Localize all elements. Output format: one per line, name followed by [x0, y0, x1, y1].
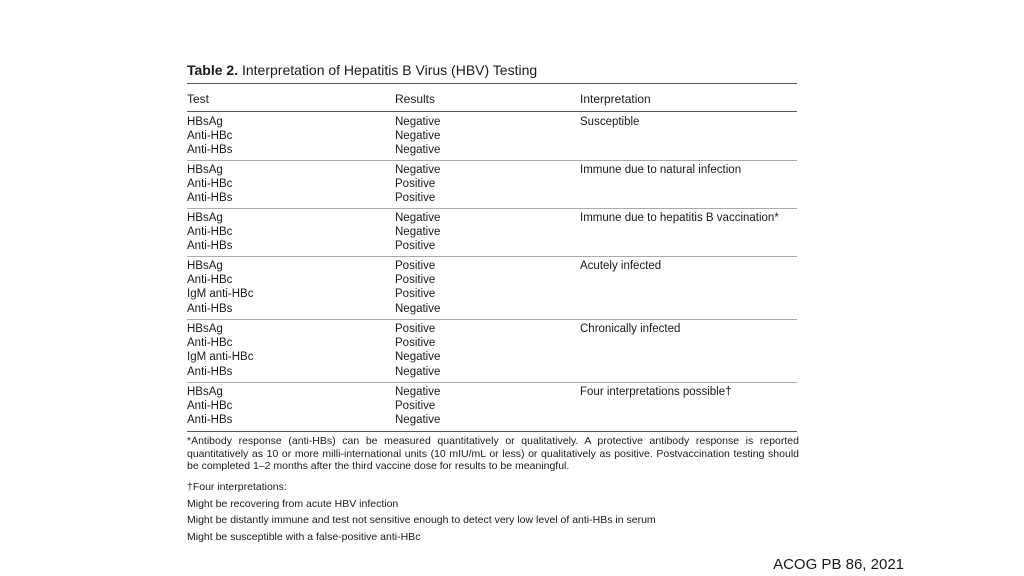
header-results: Results — [395, 92, 436, 106]
test-cell — [187, 322, 253, 379]
test-cell-line: HBsAg — [187, 116, 223, 128]
interpretation-cell: Acutely infected — [580, 260, 662, 272]
result-cell-line: Negative — [395, 414, 441, 427]
footnote-dagger-line: Might be susceptible with a false-positive anti-HBc — [187, 530, 421, 543]
test-cell — [187, 115, 232, 158]
test-cell-line: HBsAg — [187, 386, 223, 398]
table-caption: Interpretation of Hepatitis B Virus (HBV) Testing — [241, 62, 538, 78]
test-cell-line: Anti-HBc — [187, 274, 233, 287]
test-cell-line: HBsAg — [187, 164, 223, 176]
result-cell-line: Positive — [395, 192, 436, 205]
test-cell — [187, 211, 232, 254]
result-cell-line: Positive — [395, 288, 436, 301]
test-cell-line: Anti-HBs — [187, 144, 233, 157]
result-cell-line: Negative — [395, 164, 441, 176]
result-cell-line: Positive — [395, 240, 436, 253]
test-cell-line: HBsAg — [187, 323, 223, 335]
footnote-dagger-line: †Four interpretations: — [187, 481, 287, 493]
interpretation-cell: Chronically infected — [580, 323, 681, 335]
result-cell-line: Negative — [395, 302, 441, 315]
result-cell — [395, 259, 440, 316]
result-cell-line: Positive — [395, 178, 436, 191]
result-cell — [395, 211, 440, 254]
test-cell-line: Anti-HBc — [187, 178, 233, 191]
result-cell-line: Negative — [395, 212, 441, 224]
result-cell-line: Negative — [395, 144, 441, 157]
test-cell — [187, 385, 232, 428]
test-cell-line: IgM anti-HBc — [187, 288, 254, 301]
test-cell-line: Anti-HBs — [187, 302, 233, 315]
test-cell-line: HBsAg — [187, 212, 223, 224]
result-cell-line: Negative — [395, 365, 441, 378]
interpretation-cell: Immune due to natural infection — [580, 164, 742, 176]
test-cell-line: Anti-HBs — [187, 240, 233, 253]
table-top-rule — [187, 83, 797, 84]
result-cell — [395, 163, 440, 206]
footnote-dagger-line: Might be recovering from acute HBV infection — [187, 497, 399, 510]
result-cell-line: Negative — [395, 116, 441, 128]
result-cell-line: Positive — [395, 323, 436, 335]
test-cell — [187, 163, 232, 206]
test-cell-line: Anti-HBc — [187, 400, 233, 413]
interpretation-cell: Four interpretations possible† — [580, 386, 732, 398]
test-cell-line: Anti-HBc — [187, 226, 233, 239]
test-cell-line: Anti-HBs — [187, 365, 233, 378]
interpretation-cell: Susceptible — [580, 116, 640, 128]
result-cell-line: Positive — [395, 274, 436, 287]
test-cell-line: Anti-HBs — [187, 414, 233, 427]
row-separator — [187, 208, 797, 209]
result-cell-line: Positive — [395, 400, 436, 413]
table-number: Table 2. — [187, 62, 239, 78]
footnote-dagger-line: Might be distantly immune and test not sensitive enough to detect very low level of anti-HBs in serum — [187, 514, 656, 526]
header-test: Test — [187, 92, 210, 106]
row-separator — [187, 319, 797, 320]
interpretation-cell: Immune due to hepatitis B vaccination* — [580, 212, 779, 224]
result-cell-line: Negative — [395, 226, 441, 239]
test-cell-line: IgM anti-HBc — [187, 351, 254, 364]
table-header-rule — [187, 111, 797, 112]
result-cell-line: Positive — [395, 260, 436, 272]
row-separator — [187, 160, 797, 161]
header-interpretation: Interpretation — [580, 92, 651, 106]
result-cell-line: Negative — [395, 130, 441, 143]
result-cell — [395, 385, 440, 428]
table-bottom-rule — [187, 431, 797, 432]
citation: ACOG PB 86, 2021 — [773, 556, 904, 573]
result-cell-line: Positive — [395, 337, 436, 350]
test-cell-line: Anti-HBc — [187, 337, 233, 350]
result-cell-line: Negative — [395, 386, 441, 398]
table-title — [187, 62, 537, 78]
result-cell — [395, 322, 440, 379]
row-separator — [187, 382, 797, 383]
test-cell-line: Anti-HBs — [187, 192, 233, 205]
test-cell — [187, 259, 253, 316]
footnote-dagger — [187, 479, 799, 545]
test-cell-line: HBsAg — [187, 260, 223, 272]
result-cell-line: Negative — [395, 351, 441, 364]
test-cell-line: Anti-HBc — [187, 130, 233, 143]
footnote-asterisk: *Antibody response (anti-HBs) can be measured quantitatively or qualitatively. A protective antibody response is reported quantitatively as 10 or more milli-international units (10 mIU/mL or less) or qualitatively as positive. Postvaccination testing should be completed 1–2 months after the third vaccine dose for results to be meaningful. — [187, 435, 799, 473]
row-separator — [187, 256, 797, 257]
result-cell — [395, 115, 440, 158]
